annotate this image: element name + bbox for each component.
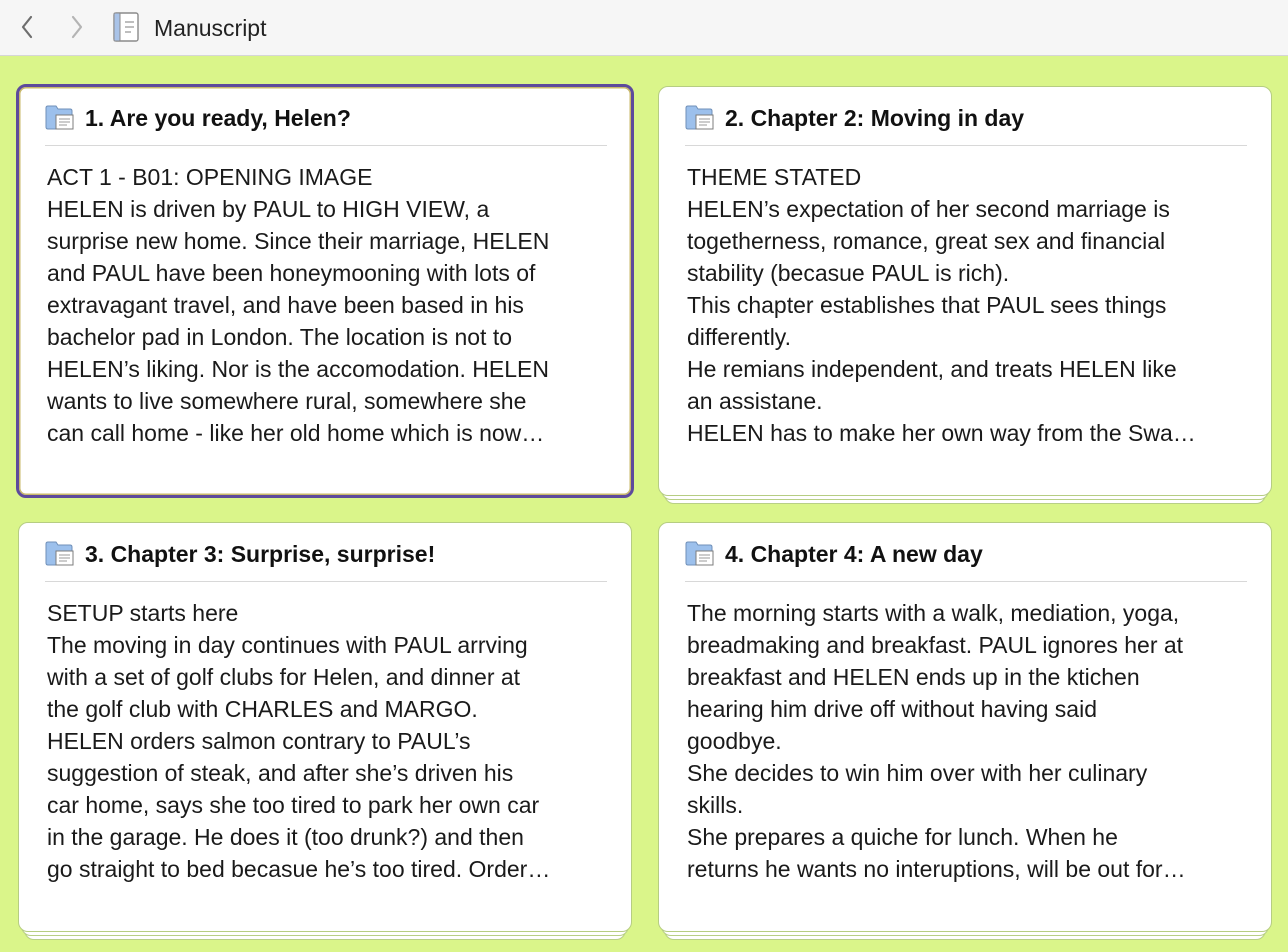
synopsis-line: stability (becasue PAUL is rich). — [687, 260, 1010, 286]
chevron-left-icon — [20, 15, 34, 39]
forward-button[interactable] — [63, 12, 91, 42]
card-title[interactable]: 2. Chapter 2: Moving in day — [725, 105, 1025, 131]
synopsis-line: differently. — [687, 324, 791, 350]
card-header — [45, 537, 607, 582]
synopsis-line: surprise new home. Since their marriage, HELEN — [47, 228, 550, 254]
card-synopsis[interactable] — [687, 597, 1249, 885]
folder-document-icon — [45, 103, 75, 131]
document-icon — [113, 12, 139, 42]
index-card[interactable] — [18, 522, 632, 932]
synopsis-line: hearing him drive off without having said — [687, 696, 1097, 722]
synopsis-line: This chapter establishes that PAUL sees things — [687, 292, 1167, 318]
index-card-stack — [16, 84, 632, 504]
synopsis-line: THEME STATED — [687, 164, 862, 190]
window-title: Manuscript — [154, 15, 267, 41]
synopsis-line: He remians independent, and treats HELEN like — [687, 356, 1177, 382]
index-card[interactable] — [658, 86, 1272, 496]
title-bar — [0, 0, 1288, 56]
synopsis-line: breakfast and HELEN ends up in the ktichen — [687, 664, 1140, 690]
back-button[interactable] — [13, 12, 41, 42]
chevron-right-icon — [70, 15, 84, 39]
synopsis-line: an assistane. — [687, 388, 823, 414]
index-card-stack — [18, 522, 634, 942]
card-title[interactable]: 1. Are you ready, Helen? — [85, 105, 351, 131]
card-synopsis[interactable] — [47, 597, 609, 885]
folder-document-icon — [685, 103, 715, 131]
synopsis-line: HELEN’s liking. Nor is the accomodation. HELEN — [47, 356, 549, 382]
synopsis-line: in the garage. He does it (too drunk?) and then — [47, 824, 524, 850]
folder-document-icon — [45, 539, 75, 567]
synopsis-line: returns he wants no interuptions, will be out for… — [687, 856, 1186, 882]
card-header — [685, 537, 1247, 582]
synopsis-line: breadmaking and breakfast. PAUL ignores her at — [687, 632, 1184, 658]
synopsis-line: the golf club with CHARLES and MARGO. — [47, 696, 478, 722]
card-synopsis[interactable] — [687, 161, 1249, 449]
synopsis-line: She prepares a quiche for lunch. When he — [687, 824, 1118, 850]
synopsis-line: go straight to bed becasue he’s too tired. Order… — [47, 856, 551, 882]
synopsis-line: ACT 1 - B01: OPENING IMAGE — [47, 164, 373, 190]
synopsis-line: wants to live somewhere rural, somewhere she — [47, 388, 527, 414]
synopsis-line: She decides to win him over with her culinary — [687, 760, 1148, 786]
synopsis-line: HELEN has to make her own way from the Swa… — [687, 420, 1196, 446]
synopsis-line: HELEN orders salmon contrary to PAUL’s — [47, 728, 471, 754]
synopsis-line: bachelor pad in London. The location is not to — [47, 324, 513, 350]
synopsis-line: goodbye. — [687, 728, 782, 754]
synopsis-line: extravagant travel, and have been based in his — [47, 292, 524, 318]
folder-document-icon — [685, 539, 715, 567]
index-card[interactable] — [16, 84, 634, 498]
card-synopsis[interactable] — [47, 161, 609, 449]
index-card-stack — [658, 86, 1274, 506]
synopsis-line: suggestion of steak, and after she’s driven his — [47, 760, 514, 786]
synopsis-line: can call home - like her old home which is now… — [47, 420, 545, 446]
card-title[interactable]: 3. Chapter 3: Surprise, surprise! — [85, 541, 436, 567]
synopsis-line: and PAUL have been honeymooning with lots of — [47, 260, 536, 286]
synopsis-line: SETUP starts here — [47, 600, 239, 626]
synopsis-line: car home, says she too tired to park her own car — [47, 792, 540, 818]
synopsis-line: HELEN is driven by PAUL to HIGH VIEW, a — [47, 196, 490, 222]
card-title[interactable]: 4. Chapter 4: A new day — [725, 541, 983, 567]
card-header — [45, 101, 607, 146]
synopsis-line: The morning starts with a walk, mediation, yoga, — [687, 600, 1180, 626]
synopsis-line: togetherness, romance, great sex and financial — [687, 228, 1166, 254]
synopsis-line: The moving in day continues with PAUL arrving — [47, 632, 528, 658]
synopsis-line: HELEN’s expectation of her second marriage is — [687, 196, 1170, 222]
synopsis-line: with a set of golf clubs for Helen, and dinner at — [47, 664, 521, 690]
index-card[interactable] — [658, 522, 1272, 932]
synopsis-line: skills. — [687, 792, 744, 818]
card-header — [685, 101, 1247, 146]
index-card-stack — [658, 522, 1274, 942]
